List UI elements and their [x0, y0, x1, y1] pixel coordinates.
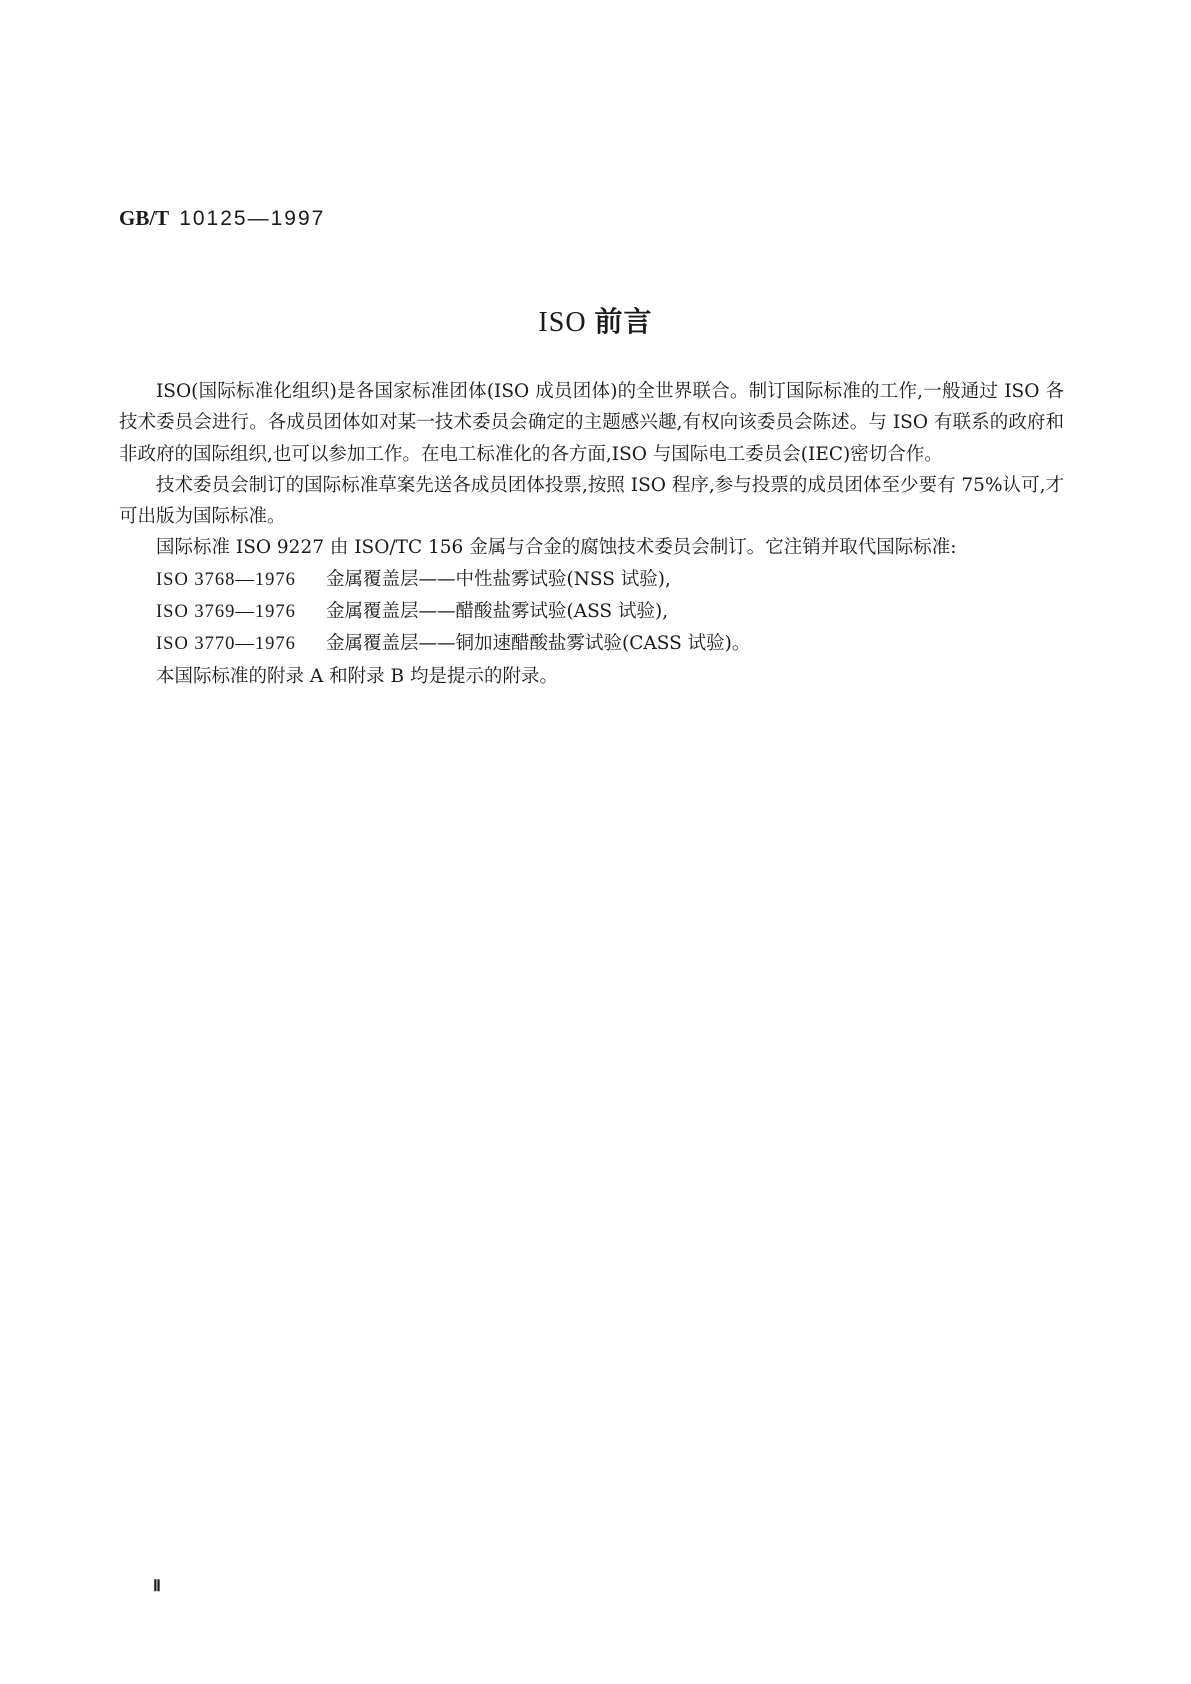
page-number: Ⅱ	[153, 1578, 161, 1595]
paragraph-iso-intro: ISO(国际标准化组织)是各国家标准团体(ISO 成员团体)的全世界联合。制订国际标准的工作,一般通过 ISO 各技术委员会进行。各成员团体如对某一技术委员会确定的主题感兴趣,有权向该委员会陈述。与 ISO 有联系的政府和非政府的国际组织,也可以参加工作。在电工标准化的各方面,ISO 与国际电工委员会(IEC)密切合作。	[119, 381, 1064, 465]
replaced-standard-code: ISO 3769—1976	[156, 602, 296, 623]
paragraph-annexes: 本国际标准的附录 A 和附录 B 均是提示的附录。	[156, 665, 558, 687]
standard-code: 10125—1997	[179, 207, 326, 230]
replaced-standard-title: 金属覆盖层——铜加速醋酸盐雾试验(CASS 试验)。	[326, 633, 751, 655]
paragraph-voting: 技术委员会制订的国际标准草案先送各成员团体投票,按照 ISO 程序,参与投票的成员团体至少要有 75%认可,才可出版为国际标准。	[119, 474, 1064, 528]
replaced-standard-item	[119, 564, 1064, 596]
standard-number	[119, 206, 325, 231]
title-latin: ISO	[538, 307, 587, 338]
paragraph-iso-9227: 国际标准 ISO 9227 由 ISO/TC 156 金属与合金的腐蚀技术委员会制订。它注销并取代国际标准:	[156, 537, 957, 559]
standard-prefix: GB/T	[119, 206, 170, 230]
document-body	[119, 376, 1064, 692]
replaced-standard-item	[119, 628, 1064, 660]
replaced-standard-code: ISO 3768—1976	[156, 569, 296, 590]
replaced-standard-title: 金属覆盖层——醋酸盐雾试验(ASS 试验),	[326, 601, 669, 623]
replaced-standard-title: 金属覆盖层——中性盐雾试验(NSS 试验),	[326, 568, 671, 590]
title-cjk: 前言	[594, 305, 653, 338]
replaced-standard-code: ISO 3770—1976	[156, 634, 296, 655]
page-title	[0, 300, 1191, 340]
replaced-standard-item	[119, 596, 1064, 628]
